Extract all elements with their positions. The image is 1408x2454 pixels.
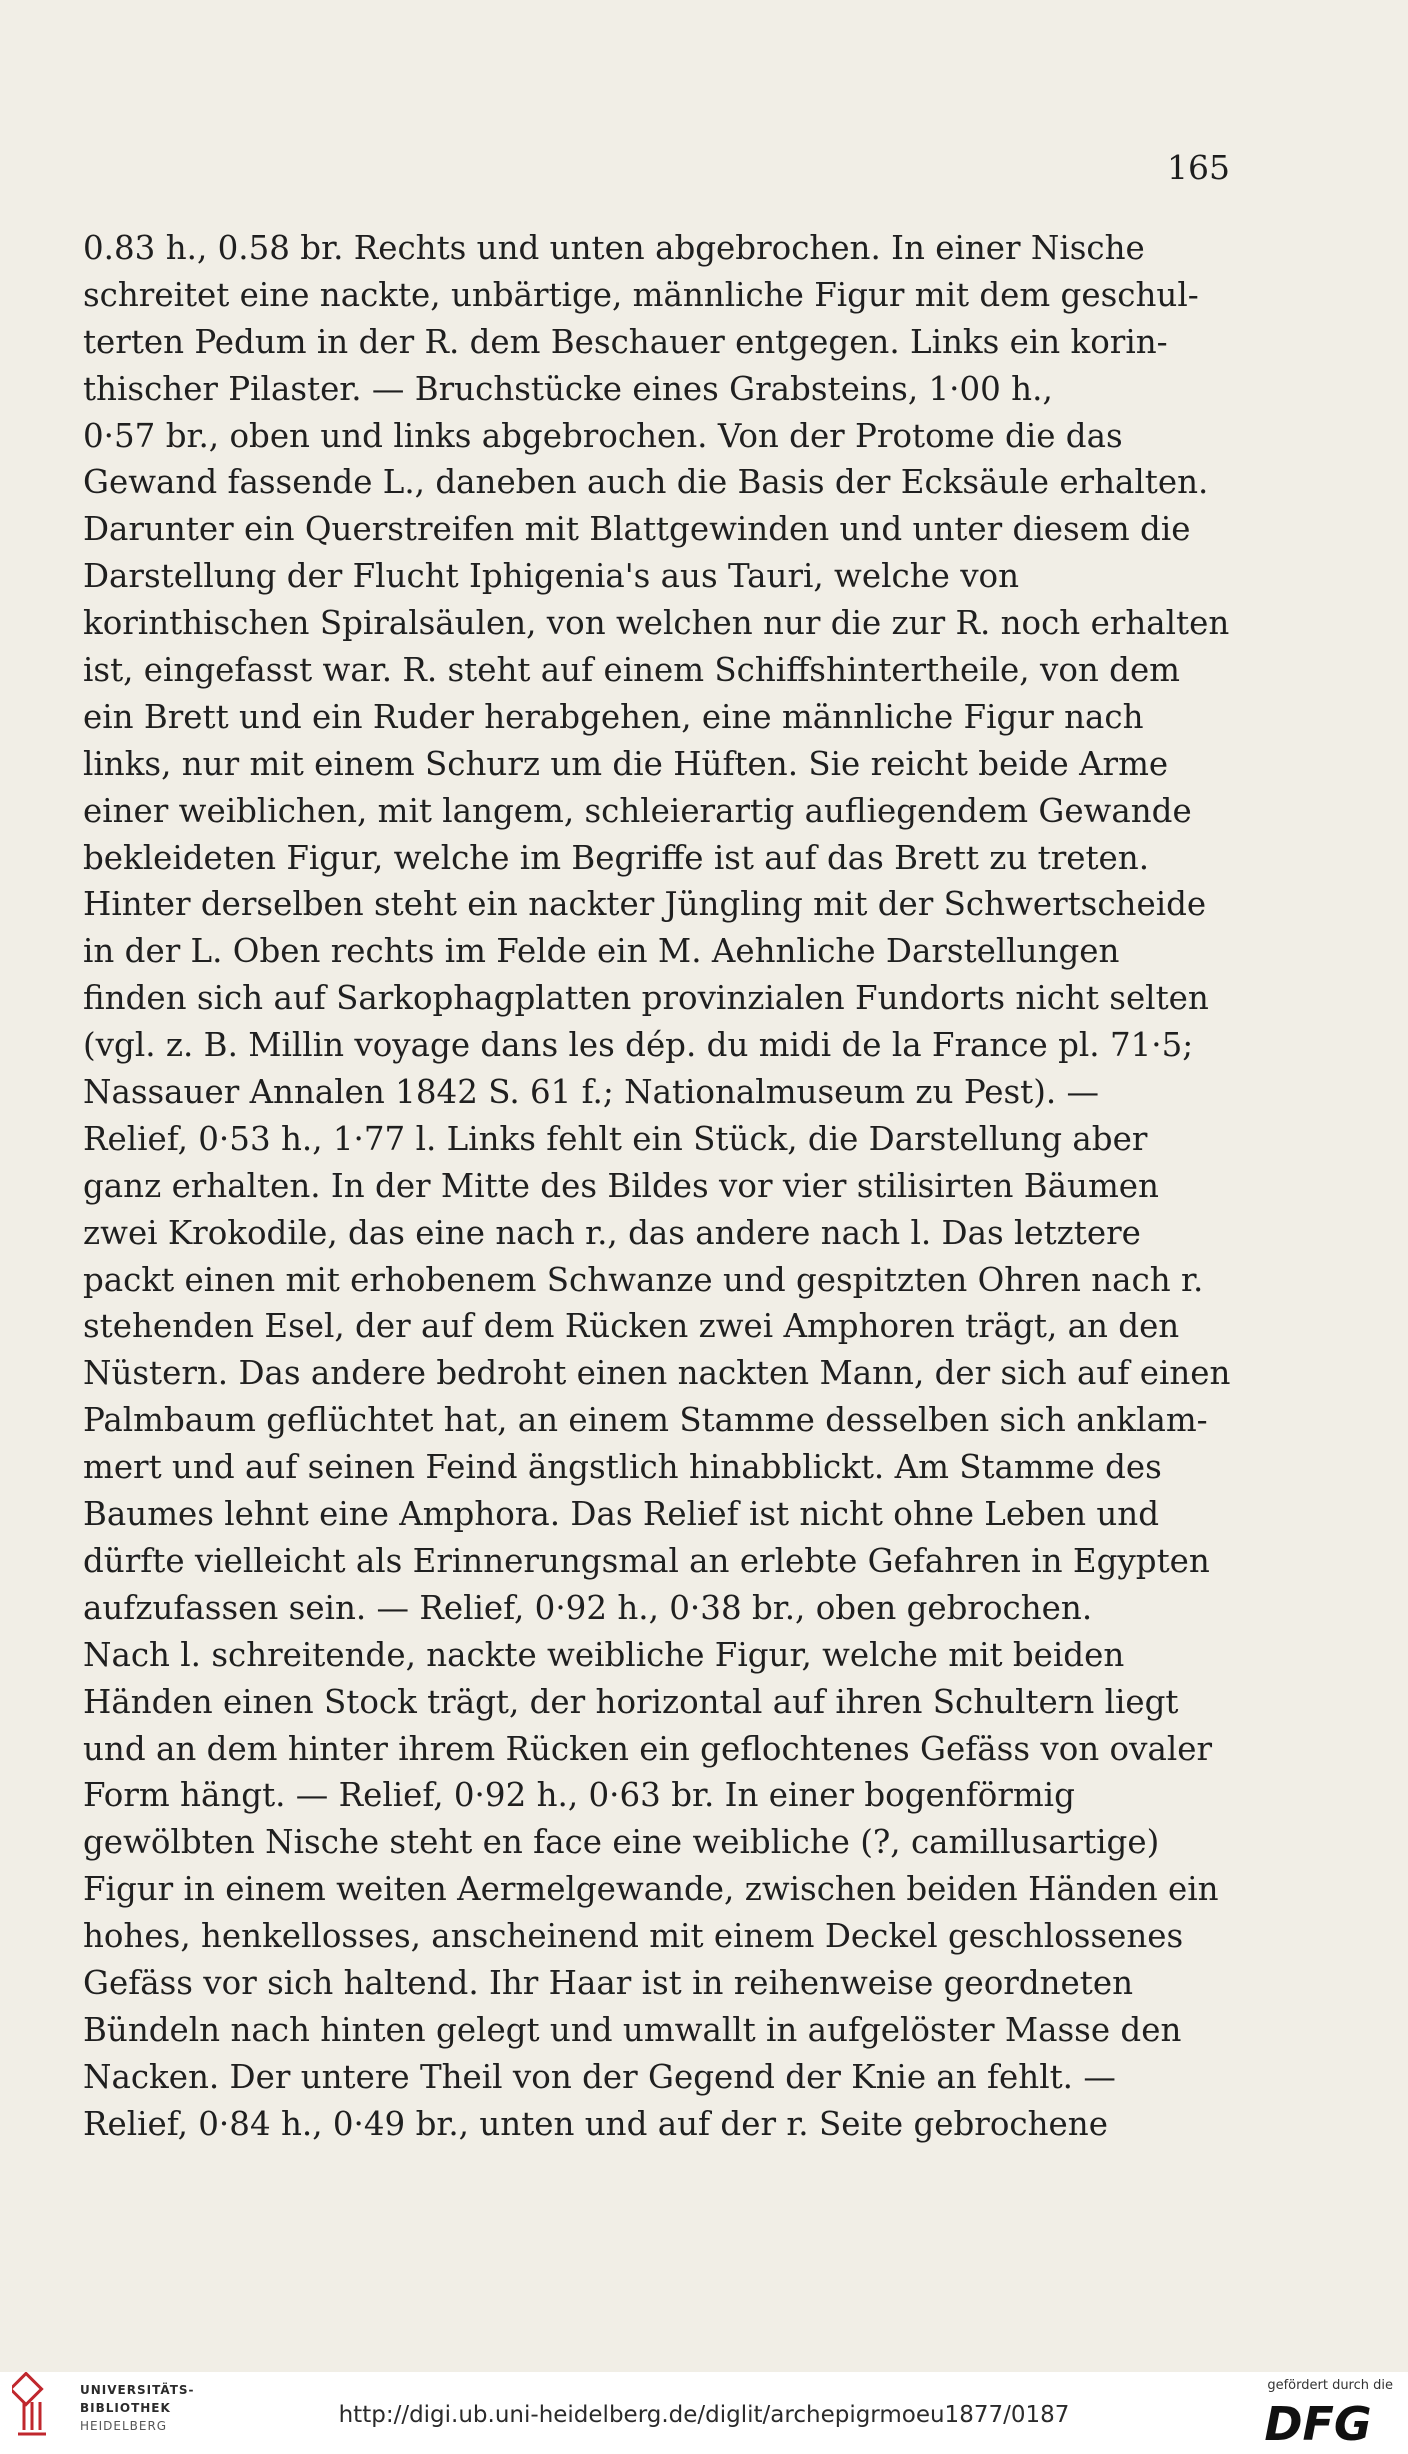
- text-line: [83, 881, 1231, 928]
- text-line: [83, 975, 1231, 1022]
- text-line-content: Relief, 0·53 h., 1·77 l. Links fehlt ein Stück, die Darstellung aber: [83, 1119, 1148, 1158]
- text-line-content: Nacken. Der untere Theil von der Gegend der Knie an fehlt. —: [83, 2057, 1116, 2096]
- text-line-content: Nüstern. Das andere bedroht einen nackten Mann, der sich auf einen: [83, 1354, 1231, 1393]
- text-line: [83, 1022, 1231, 1069]
- text-line: [83, 1538, 1231, 1585]
- text-line: [83, 788, 1231, 835]
- text-line-content: Figur in einem weiten Aermelgewande, zwischen beiden Händen ein: [83, 1870, 1219, 1909]
- text-line-content: Darstellung der Flucht Iphigenia's aus Tauri, welche von: [83, 557, 1020, 596]
- text-line-content: Hinter derselben steht ein nackter Jüngling mit der Schwertscheide: [83, 885, 1207, 924]
- text-line-content: in der L. Oben rechts im Felde ein M. Aehnliche Darstellungen: [83, 932, 1120, 971]
- text-line: [83, 1444, 1231, 1491]
- text-line-content: packt einen mit erhobenem Schwanze und gespitzten Ohren nach r.: [83, 1260, 1204, 1299]
- text-line-content: Bündeln nach hinten gelegt und umwallt in aufgelöster Masse den: [83, 2010, 1182, 2049]
- text-line: [83, 1303, 1231, 1350]
- text-line-content: Gewand fassende L., daneben auch die Basis der Ecksäule erhalten.: [83, 463, 1209, 502]
- institution-line-1: UNIVERSITÄTS-: [80, 2383, 195, 2397]
- text-line: [83, 506, 1231, 553]
- text-line: [83, 2007, 1231, 2054]
- text-line-content: Gefäss vor sich haltend. Ihr Haar ist in reihenweise geordneten: [83, 1963, 1134, 2002]
- text-line-content: (vgl. z. B. Millin voyage dans les dép. du midi de la France pl. 71·5;: [83, 1026, 1194, 1065]
- text-line: [83, 1679, 1231, 1726]
- text-line: [83, 600, 1231, 647]
- text-line: [83, 1772, 1231, 1819]
- text-line-content: zwei Krokodile, das eine nach r., das andere nach l. Das letztere: [83, 1213, 1141, 1252]
- text-line: [83, 928, 1231, 975]
- text-line-content: mert und auf seinen Feind ängstlich hinabblickt. Am Stamme des: [83, 1448, 1162, 1487]
- text-line: [83, 1585, 1231, 1632]
- text-line: [83, 413, 1231, 460]
- text-line: [83, 1210, 1231, 1257]
- text-line: [83, 1866, 1231, 1913]
- text-line-content: ist, eingefasst war. R. steht auf einem Schiffshintertheile, von dem: [83, 651, 1181, 690]
- text-line-content: terten Pedum in der R. dem Beschauer entgegen. Links ein korin-: [83, 322, 1168, 361]
- text-line: [83, 1913, 1231, 1960]
- text-line-content: 0.83 h., 0.58 br. Rechts und unten abgebrochen. In einer Nische: [83, 229, 1145, 267]
- text-line: [83, 1726, 1231, 1773]
- dfg-logo-icon: [1243, 2398, 1393, 2446]
- text-line: [83, 1069, 1231, 1116]
- text-line: [83, 2054, 1231, 2101]
- text-line-content: gewölbten Nische steht en face eine weibliche (?, camillusartige): [83, 1823, 1160, 1862]
- text-line: [83, 694, 1231, 741]
- text-line-content: Baumes lehnt eine Amphora. Das Relief ist nicht ohne Leben und: [83, 1495, 1160, 1534]
- text-line: [83, 647, 1231, 694]
- text-line-content: hohes, henkellosses, anscheinend mit einem Deckel geschlossenes: [83, 1917, 1184, 1956]
- text-line-content: finden sich auf Sarkophagplatten provinzialen Fundorts nicht selten: [83, 979, 1209, 1018]
- page-number: 165: [1167, 148, 1230, 187]
- text-line-content: Relief, 0·84 h., 0·49 br., unten und auf der r. Seite gebrochene: [83, 2104, 1108, 2143]
- dfg-logo-text: DFG: [1264, 2398, 1372, 2446]
- text-line-content: dürfte vielleicht als Erinnerungsmal an erlebte Gefahren in Egypten: [83, 1541, 1210, 1580]
- text-line-content: thischer Pilaster. — Bruchstücke eines Grabsteins, 1·00 h.,: [83, 369, 1053, 408]
- page-body-text: [83, 225, 1231, 2148]
- text-line: [83, 1163, 1231, 1210]
- institution-line-3: HEIDELBERG: [80, 2419, 168, 2433]
- text-line-content: bekleideten Figur, welche im Begriffe ist auf das Brett zu treten.: [83, 838, 1150, 877]
- text-line-content: links, nur mit einem Schurz um die Hüften. Sie reicht beide Arme: [83, 744, 1169, 783]
- text-line-content: Nassauer Annalen 1842 S. 61 f.; Nationalmuseum zu Pest). —: [83, 1073, 1100, 1112]
- text-line: [83, 553, 1231, 600]
- text-line: [83, 1257, 1231, 1304]
- text-line-content: einer weiblichen, mit langem, schleierartig aufliegendem Gewande: [83, 791, 1192, 830]
- text-line-content: ganz erhalten. In der Mitte des Bildes vor vier stilisirten Bäumen: [83, 1166, 1159, 1205]
- text-line: [83, 1960, 1231, 2007]
- text-line: [83, 1350, 1231, 1397]
- text-line: [83, 1819, 1231, 1866]
- text-line-content: 0·57 br., oben und links abgebrochen. Von der Protome die das: [83, 416, 1123, 455]
- funding-label: gefördert durch die: [1267, 2378, 1393, 2393]
- text-line: [83, 319, 1231, 366]
- text-line-content: stehenden Esel, der auf dem Rücken zwei Amphoren trägt, an den: [83, 1307, 1180, 1346]
- text-line: [83, 1116, 1231, 1163]
- text-line: [83, 366, 1231, 413]
- text-line-content: aufzufassen sein. — Relief, 0·92 h., 0·38 br., oben gebrochen.: [83, 1588, 1093, 1627]
- text-line: [83, 459, 1231, 506]
- text-line-content: Nach l. schreitende, nackte weibliche Figur, welche mit beiden: [83, 1635, 1125, 1674]
- text-line: [83, 1491, 1231, 1538]
- text-line: [83, 1397, 1231, 1444]
- text-line-content: Händen einen Stock trägt, der horizontal auf ihren Schultern liegt: [83, 1682, 1179, 1721]
- text-line: [83, 225, 1231, 272]
- institution-line-2: BIBLIOTHEK: [80, 2401, 171, 2415]
- text-line-content: Form hängt. — Relief, 0·92 h., 0·63 br. In einer bogenförmig: [83, 1776, 1075, 1815]
- text-line: [83, 272, 1231, 319]
- text-line-content: schreitet eine nackte, unbärtige, männliche Figur mit dem geschul-: [83, 275, 1199, 314]
- text-line-content: korinthischen Spiralsäulen, von welchen nur die zur R. noch erhalten: [83, 604, 1230, 643]
- text-line-content: Darunter ein Querstreifen mit Blattgewinden und unter diesem die: [83, 510, 1191, 549]
- text-line: [83, 2101, 1231, 2148]
- text-line-content: Palmbaum geflüchtet hat, an einem Stamme desselben sich anklam-: [83, 1401, 1208, 1440]
- source-url-link[interactable]: http://digi.ub.uni-heidelberg.de/diglit/archepigrmoeu1877/0187: [338, 2402, 1070, 2428]
- text-line: [83, 741, 1231, 788]
- text-line: [83, 835, 1231, 882]
- text-line: [83, 1632, 1231, 1679]
- text-line-content: und an dem hinter ihrem Rücken ein geflochtenes Gefäss von ovaler: [83, 1729, 1212, 1768]
- text-line-content: ein Brett und ein Ruder herabgehen, eine männliche Figur nach: [83, 697, 1144, 736]
